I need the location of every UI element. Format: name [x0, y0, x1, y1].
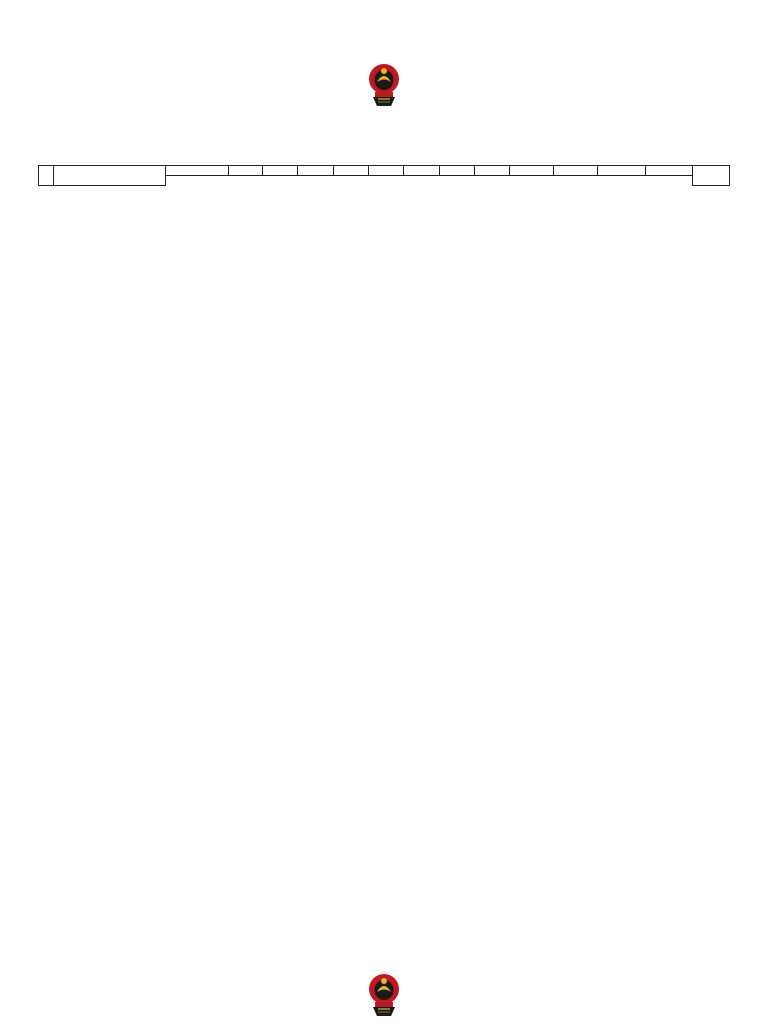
- header-grade: [554, 166, 598, 176]
- header-not-eligible: [645, 166, 693, 176]
- school-crest-logo: [366, 62, 402, 108]
- header-pass-fail: [598, 166, 646, 176]
- header-grade: [229, 166, 263, 176]
- header-grade: [510, 166, 554, 176]
- school-crest-logo: [366, 972, 402, 1018]
- header-grade: [298, 166, 333, 176]
- header-candidates: [165, 166, 228, 176]
- header-grade: [333, 166, 368, 176]
- header-subject: [53, 166, 165, 186]
- header-bil: [39, 166, 54, 186]
- header-grade: [263, 166, 298, 176]
- header-grade: [475, 166, 510, 176]
- header-gpmp: [693, 166, 730, 186]
- header-grade: [404, 166, 439, 176]
- table-header-row: [39, 166, 730, 176]
- header-grade: [369, 166, 404, 176]
- subject-analysis-table: [38, 165, 730, 186]
- header-grade: [439, 166, 474, 176]
